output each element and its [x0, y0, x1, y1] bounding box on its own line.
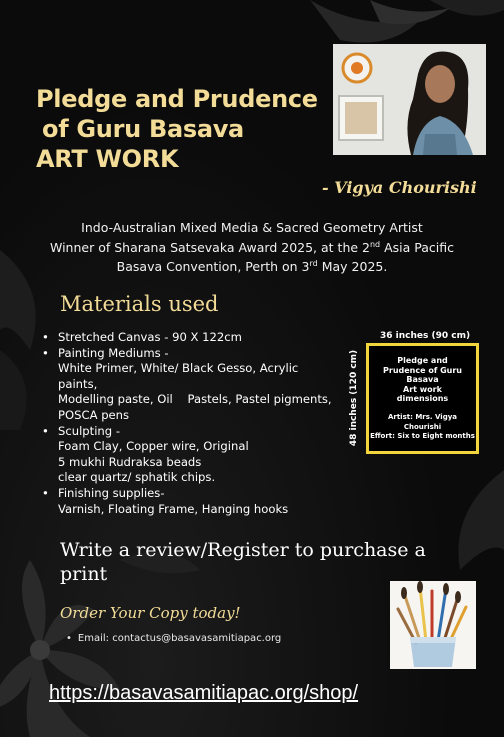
- title-line-3: ART WORK: [36, 145, 179, 173]
- materials-line: • Stretched Canvas - 90 X 122cm: [58, 330, 242, 344]
- canvas-box-title-line: Art work: [403, 384, 442, 394]
- intro-line-2-sup: nd: [369, 239, 381, 249]
- paint-brushes-image: [390, 581, 476, 669]
- materials-line: Foam Clay, Copper wire, Original: [58, 439, 249, 454]
- artist-signature: - Vigya Chourishi: [322, 178, 477, 197]
- review-heading: Write a review/Register to purchase a print: [60, 539, 426, 585]
- artwork-title: [36, 84, 336, 174]
- bullet-icon: •: [66, 633, 72, 644]
- shop-link[interactable]: https://basavasamitiapac.org/shop/: [49, 682, 359, 704]
- intro-line-2-tail: Asia Pacific: [380, 239, 455, 255]
- materials-line: 5 mukhi Rudraksa beads: [58, 454, 202, 469]
- materials-item: [40, 346, 330, 424]
- materials-line: POSCA pens: [58, 407, 130, 422]
- leaf-decoration-right: [430, 470, 504, 590]
- intro-line-2: [20, 237, 484, 257]
- intro-line-3: [20, 256, 484, 276]
- materials-line: • Finishing supplies-: [58, 485, 165, 500]
- materials-line: • Sculpting -: [58, 423, 121, 438]
- materials-line: Modelling paste, Oil Pastels, Pastel pigments,: [58, 392, 332, 407]
- canvas-box-title-line: dimensions: [396, 394, 449, 403]
- email-line[interactable]: [66, 633, 281, 644]
- order-heading: Order Your Copy today!: [60, 604, 241, 622]
- canvas-box-meta: [369, 413, 476, 442]
- canvas-box-effort: Effort: Six to Eight months: [370, 432, 475, 440]
- materials-heading: Materials used: [60, 292, 219, 316]
- canvas-box-title-line: Prudence of Guru: [383, 365, 462, 375]
- canvas-box-title-line: Pledge and: [397, 356, 448, 365]
- materials-item: [40, 424, 330, 486]
- materials-item: [40, 330, 330, 346]
- canvas-dimensions-box: [366, 343, 479, 454]
- canvas-box-artist: Artist: Mrs. Vigya Chourishi: [387, 413, 458, 431]
- title-line-1: Pledge and Prudence: [36, 85, 318, 113]
- artist-photo: [333, 44, 486, 155]
- materials-line: Varnish, Floating Frame, Hanging hooks: [58, 501, 289, 516]
- materials-item: [40, 486, 330, 517]
- intro-line-2-text: Winner of Sharana Satsevaka Award 2025, at the 2: [49, 239, 370, 255]
- materials-line: White Primer, White/ Black Gesso, Acrylic paints,: [58, 361, 299, 391]
- canvas-box-title: [369, 356, 476, 404]
- materials-list: [40, 330, 330, 517]
- materials-line: clear quartz/ sphatik chips.: [58, 470, 216, 485]
- intro-line-3-tail: May 2025.: [317, 259, 388, 275]
- email-text[interactable]: Email: contactus@basavasamitiapac.org: [77, 633, 282, 644]
- materials-line: • Painting Mediums -: [58, 345, 169, 360]
- intro-line-3-sup: rd: [309, 259, 318, 269]
- intro-line-3-text: Basava Convention, Perth on 3: [116, 259, 310, 275]
- intro-line-1: Indo-Australian Mixed Media & Sacred Geometry Artist: [81, 220, 423, 235]
- canvas-height-label: 48 inches (120 cm): [349, 349, 359, 447]
- canvas-width-label: 36 inches (90 cm): [380, 331, 471, 341]
- artist-intro: [20, 220, 484, 276]
- title-line-2: of Guru Basava: [42, 115, 244, 143]
- canvas-box-title-line: Basava: [406, 375, 439, 384]
